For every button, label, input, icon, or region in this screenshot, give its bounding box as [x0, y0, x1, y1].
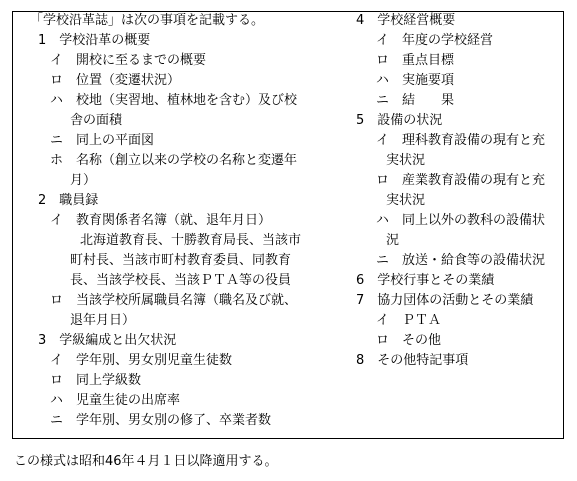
right-column-line: ロ 産業教育設備の現有と充: [376, 173, 546, 188]
left-column-line: ニ 学年別、男女別の修了、卒業者数: [50, 413, 272, 428]
left-column-line: 町村長、当該市町村教育委員、同教育: [70, 253, 292, 268]
left-column-line: ロ 同上学級数: [50, 373, 142, 388]
left-column-line: 北海道教育長、十勝教育局長、当該市: [80, 233, 302, 248]
right-column-line: イ 年度の学校経営: [376, 33, 494, 48]
left-column-line: ニ 同上の平面図: [50, 133, 155, 148]
right-column-line: 4 学校経営概要: [356, 13, 456, 28]
left-column: [30, 11, 330, 431]
left-column-line: 「学校沿革誌」は次の事項を記載する。: [30, 13, 265, 28]
right-column-line: 実状況: [386, 153, 426, 168]
left-column-line: ホ 名称（創立以来の学校の名称と変遷年: [50, 153, 298, 168]
right-column-line: ロ その他: [376, 333, 442, 348]
right-column-line: 5 設備の状況: [356, 113, 443, 128]
left-column-line: 月）: [70, 173, 97, 188]
right-column-line: ハ 実施要項: [376, 73, 455, 88]
left-column-line: ロ 当該学校所属職員名簿（職名及び就、: [50, 293, 298, 308]
right-column-line: ニ 放送・給食等の設備状況: [376, 253, 546, 268]
right-column-line: イ ＰＴＡ: [376, 313, 442, 328]
right-column-line: 実状況: [386, 193, 426, 208]
left-column-line: 1 学校沿革の概要: [38, 33, 151, 48]
footer-note: この様式は昭和46年４月１日以降適用する。: [14, 454, 278, 469]
left-column-line: イ 開校に至るまでの概要: [50, 53, 207, 68]
right-column: [356, 11, 566, 371]
left-column-line: 3 学級編成と出欠状況: [38, 333, 177, 348]
left-column-line: イ 学年別、男女別児童生徒数: [50, 353, 233, 368]
right-column-line: イ 理科教育設備の現有と充: [376, 133, 546, 148]
left-column-line: 舎の面積: [70, 113, 123, 128]
right-column-line: 7 協力団体の活動とその業績: [356, 293, 534, 308]
right-column-line: ハ 同上以外の教科の設備状: [376, 213, 546, 228]
right-column-line: 6 学校行事とその業績: [356, 273, 495, 288]
left-column-line: ハ 児童生徒の出席率: [50, 393, 181, 408]
left-column-line: 長、当該学校長、当該ＰＴＡ等の役員: [70, 273, 292, 288]
right-column-line: 8 その他特記事項: [356, 353, 469, 368]
right-column-line: ロ 重点目標: [376, 53, 455, 68]
left-column-line: 退年月日）: [70, 313, 136, 328]
right-column-line: ニ 結 果: [376, 93, 455, 108]
right-column-line: 況: [386, 233, 400, 248]
left-column-line: イ 教育関係者名簿（就、退年月日）: [50, 213, 272, 228]
left-column-line: ロ 位置（変遷状況）: [50, 73, 181, 88]
left-column-line: 2 職員録: [38, 193, 99, 208]
left-column-line: ハ 校地（実習地、植林地を含む）及び校: [50, 93, 298, 108]
